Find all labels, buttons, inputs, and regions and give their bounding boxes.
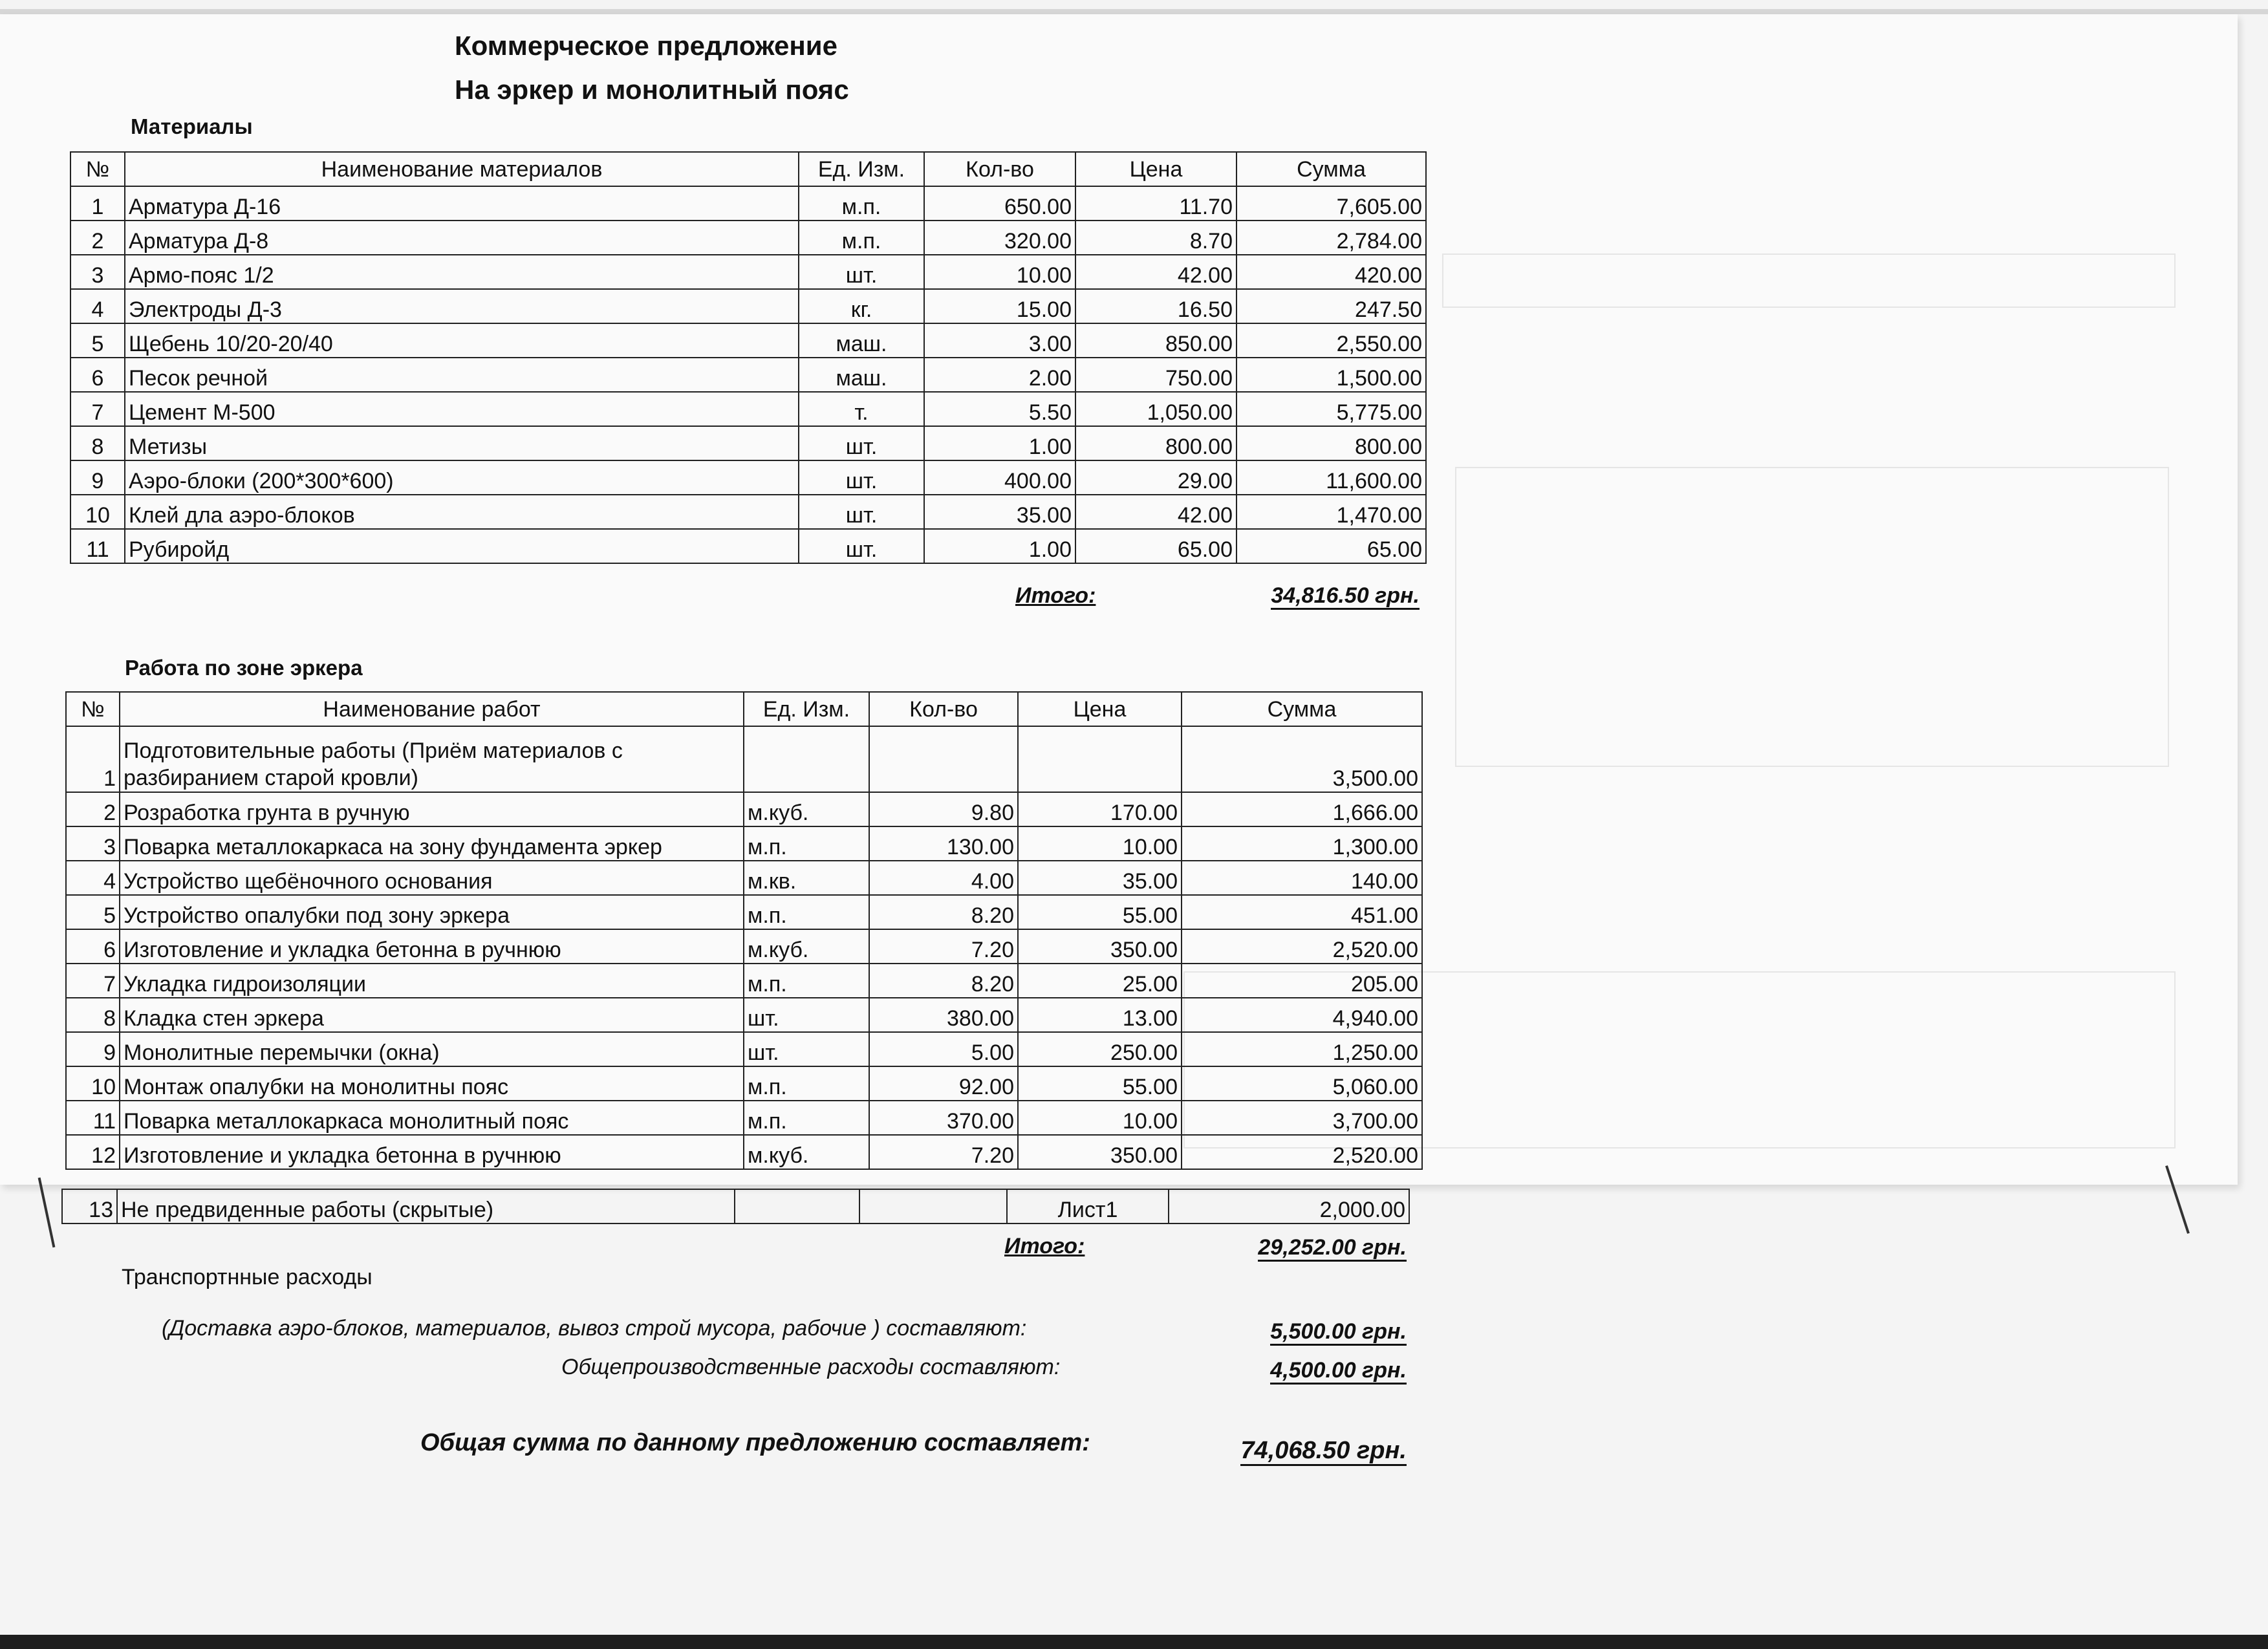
row-number: 4 bbox=[70, 289, 125, 323]
row-number: 11 bbox=[66, 1101, 120, 1135]
item-name: Розработка грунта в ручную bbox=[120, 792, 744, 826]
table-row bbox=[66, 792, 1422, 826]
price-cell: 850.00 bbox=[1075, 323, 1237, 358]
works-table bbox=[65, 691, 1423, 1170]
quantity-cell: 10.00 bbox=[924, 255, 1075, 289]
quantity-cell: 1.00 bbox=[924, 426, 1075, 460]
quantity-cell: 1.00 bbox=[924, 529, 1075, 563]
amount-cell: 2,520.00 bbox=[1182, 929, 1422, 964]
scanner-edge bbox=[0, 1635, 2268, 1649]
works-extra-table bbox=[61, 1189, 1410, 1224]
table-row bbox=[66, 826, 1422, 861]
table-row bbox=[66, 1032, 1422, 1066]
unit-cell: шт. bbox=[799, 255, 924, 289]
item-name: Изготовление и укладка бетонна в ручнюю bbox=[120, 929, 744, 964]
table-header-row bbox=[66, 692, 1422, 726]
quantity-cell: 370.00 bbox=[869, 1101, 1018, 1135]
unit-cell bbox=[735, 1189, 859, 1223]
table-row bbox=[70, 221, 1426, 255]
row-number: 6 bbox=[66, 929, 120, 964]
row-number: 3 bbox=[66, 826, 120, 861]
column-header: Кол-во bbox=[924, 152, 1075, 186]
table-row bbox=[70, 323, 1426, 358]
quantity-cell: 5.00 bbox=[869, 1032, 1018, 1066]
unit-cell: м.куб. bbox=[744, 792, 869, 826]
column-header: Кол-во bbox=[869, 692, 1018, 726]
table-row bbox=[70, 358, 1426, 392]
unit-cell: шт. bbox=[744, 998, 869, 1032]
work-name: Не предвиденные работы (скрытые) bbox=[117, 1189, 735, 1223]
column-header: № bbox=[66, 692, 120, 726]
quantity-cell: 9.80 bbox=[869, 792, 1018, 826]
unit-cell: шт. bbox=[799, 529, 924, 563]
row-number: 1 bbox=[70, 186, 125, 221]
table-row bbox=[66, 1101, 1422, 1135]
materials-table bbox=[70, 151, 1427, 564]
quantity-cell: 5.50 bbox=[924, 392, 1075, 426]
amount-cell: 3,700.00 bbox=[1182, 1101, 1422, 1135]
price-cell: 16.50 bbox=[1075, 289, 1237, 323]
amount-cell: 1,470.00 bbox=[1237, 495, 1426, 529]
quantity-cell: 400.00 bbox=[924, 460, 1075, 495]
item-name: Монтаж опалубки на монолитны пояс bbox=[120, 1066, 744, 1101]
price-cell: 11.70 bbox=[1075, 186, 1237, 221]
unit-cell: маш. bbox=[799, 323, 924, 358]
row-number: 3 bbox=[70, 255, 125, 289]
row-number: 9 bbox=[70, 460, 125, 495]
item-name: Монолитные перемычки (окна) bbox=[120, 1032, 744, 1066]
item-name: Подготовительные работы (Приём материалов с разбиранием старой кровли) bbox=[120, 726, 744, 792]
grand-total-value: 74,068.50 грн. bbox=[1177, 1437, 1407, 1465]
price-cell: 55.00 bbox=[1018, 895, 1182, 929]
price-cell: 13.00 bbox=[1018, 998, 1182, 1032]
unit-cell: шт. bbox=[799, 460, 924, 495]
price-cell: 350.00 bbox=[1018, 1135, 1182, 1169]
amount-cell: 420.00 bbox=[1237, 255, 1426, 289]
table-row bbox=[70, 186, 1426, 221]
unit-cell: маш. bbox=[799, 358, 924, 392]
unit-cell: кг. bbox=[799, 289, 924, 323]
staple-mark bbox=[38, 1178, 56, 1247]
table-row bbox=[70, 392, 1426, 426]
amount-cell: 5,060.00 bbox=[1182, 1066, 1422, 1101]
table-row bbox=[70, 255, 1426, 289]
item-name: Клей дла аэро-блоков bbox=[125, 495, 799, 529]
table-row bbox=[70, 460, 1426, 495]
amount-cell: 3,500.00 bbox=[1182, 726, 1422, 792]
document-subtitle: На эркер и монолитный пояс bbox=[455, 74, 849, 105]
show-through-box bbox=[1455, 467, 2169, 767]
quantity-cell: 320.00 bbox=[924, 221, 1075, 255]
unit-cell: т. bbox=[799, 392, 924, 426]
quantity-cell: 650.00 bbox=[924, 186, 1075, 221]
amount-cell: 7,605.00 bbox=[1237, 186, 1426, 221]
unit-cell: м.кв. bbox=[744, 861, 869, 895]
column-header: Цена bbox=[1018, 692, 1182, 726]
price-cell: 55.00 bbox=[1018, 1066, 1182, 1101]
column-header: № bbox=[70, 152, 125, 186]
grand-total-label: Общая сумма по данному предложению составляет: bbox=[420, 1429, 1090, 1456]
materials-total-label: Итого: bbox=[1015, 583, 1096, 608]
materials-section-label: Материалы bbox=[131, 114, 253, 138]
table-row bbox=[66, 929, 1422, 964]
price-cell: 350.00 bbox=[1018, 929, 1182, 964]
price-cell: 42.00 bbox=[1075, 255, 1237, 289]
price-cell: 10.00 bbox=[1018, 826, 1182, 861]
amount-cell: 140.00 bbox=[1182, 861, 1422, 895]
item-name: Метизы bbox=[125, 426, 799, 460]
amount-cell: 1,500.00 bbox=[1237, 358, 1426, 392]
amount-cell: 1,250.00 bbox=[1182, 1032, 1422, 1066]
unit-cell: м.п. bbox=[744, 1066, 869, 1101]
item-name: Арматура Д-16 bbox=[125, 186, 799, 221]
show-through-box bbox=[1442, 253, 2176, 308]
amount-cell: 4,940.00 bbox=[1182, 998, 1422, 1032]
unit-cell: м.п. bbox=[799, 221, 924, 255]
quantity-cell: 3.00 bbox=[924, 323, 1075, 358]
row-number: 8 bbox=[66, 998, 120, 1032]
materials-total-value: 34,816.50 грн. bbox=[1203, 583, 1420, 609]
column-header: Ед. Изм. bbox=[799, 152, 924, 186]
quantity-cell: 8.20 bbox=[869, 895, 1018, 929]
table-row bbox=[62, 1189, 1409, 1223]
quantity-cell: 15.00 bbox=[924, 289, 1075, 323]
price-cell: 1,050.00 bbox=[1075, 392, 1237, 426]
row-number: 11 bbox=[70, 529, 125, 563]
item-name: Электроды Д-3 bbox=[125, 289, 799, 323]
amount-cell: 11,600.00 bbox=[1237, 460, 1426, 495]
overhead-description: Общепроизводственные расходы составляют: bbox=[561, 1355, 1061, 1379]
column-header: Ед. Изм. bbox=[744, 692, 869, 726]
row-number: 13 bbox=[62, 1189, 117, 1223]
item-name: Поварка металлокаркаса монолитный пояс bbox=[120, 1101, 744, 1135]
works-total-label: Итого: bbox=[1004, 1234, 1085, 1258]
document-sheet bbox=[0, 14, 2238, 1185]
amount-cell: 2,520.00 bbox=[1182, 1135, 1422, 1169]
row-number: 6 bbox=[70, 358, 125, 392]
quantity-cell: 8.20 bbox=[869, 964, 1018, 998]
table-row bbox=[70, 495, 1426, 529]
quantity-cell: 7.20 bbox=[869, 1135, 1018, 1169]
item-name: Цемент М-500 bbox=[125, 392, 799, 426]
unit-cell: шт. bbox=[744, 1032, 869, 1066]
table-row bbox=[66, 1135, 1422, 1169]
price-cell: 8.70 bbox=[1075, 221, 1237, 255]
price-cell: 170.00 bbox=[1018, 792, 1182, 826]
quantity-cell bbox=[859, 1189, 1007, 1223]
item-name: Поварка металлокаркаса на зону фундамента эркер bbox=[120, 826, 744, 861]
item-name: Устройство щебёночного основания bbox=[120, 861, 744, 895]
price-cell: 800.00 bbox=[1075, 426, 1237, 460]
quantity-cell: 92.00 bbox=[869, 1066, 1018, 1101]
quantity-cell: 7.20 bbox=[869, 929, 1018, 964]
unit-cell: м.п. bbox=[744, 826, 869, 861]
quantity-cell: 2.00 bbox=[924, 358, 1075, 392]
scan-edge-top bbox=[0, 9, 2268, 14]
row-number: 2 bbox=[70, 221, 125, 255]
row-number: 1 bbox=[66, 726, 120, 792]
table-row bbox=[70, 529, 1426, 563]
row-number: 5 bbox=[70, 323, 125, 358]
item-name: Укладка гидроизоляции bbox=[120, 964, 744, 998]
item-name: Кладка стен эркера bbox=[120, 998, 744, 1032]
row-number: 5 bbox=[66, 895, 120, 929]
row-number: 10 bbox=[70, 495, 125, 529]
price-cell: 10.00 bbox=[1018, 1101, 1182, 1135]
item-name: Песок речной bbox=[125, 358, 799, 392]
row-number: 9 bbox=[66, 1032, 120, 1066]
price-cell: 750.00 bbox=[1075, 358, 1237, 392]
column-header: Сумма bbox=[1237, 152, 1426, 186]
amount-cell: 5,775.00 bbox=[1237, 392, 1426, 426]
table-row bbox=[70, 426, 1426, 460]
unit-cell: м.куб. bbox=[744, 1135, 869, 1169]
unit-cell: м.п. bbox=[744, 964, 869, 998]
amount-cell: 1,300.00 bbox=[1182, 826, 1422, 861]
transport-value: 5,500.00 грн. bbox=[1190, 1319, 1407, 1344]
table-row bbox=[70, 289, 1426, 323]
table-row bbox=[66, 998, 1422, 1032]
amount-cell: 451.00 bbox=[1182, 895, 1422, 929]
column-header: Цена bbox=[1075, 152, 1237, 186]
transport-label: Транспортнные расходы bbox=[122, 1265, 373, 1289]
row-number: 2 bbox=[66, 792, 120, 826]
price-cell: 65.00 bbox=[1075, 529, 1237, 563]
row-number: 7 bbox=[66, 964, 120, 998]
table-header-row bbox=[70, 152, 1426, 186]
document-title: Коммерческое предложение bbox=[455, 30, 837, 61]
amount-cell: 2,000.00 bbox=[1169, 1189, 1409, 1223]
item-name: Щебень 10/20-20/40 bbox=[125, 323, 799, 358]
quantity-cell: 4.00 bbox=[869, 861, 1018, 895]
column-header: Наименование материалов bbox=[125, 152, 799, 186]
unit-cell: м.куб. bbox=[744, 929, 869, 964]
item-name: Арматура Д-8 bbox=[125, 221, 799, 255]
transport-description: (Доставка аэро-блоков, материалов, вывоз строй мусора, рабочие ) составляют: bbox=[162, 1316, 1027, 1341]
price-cell: 35.00 bbox=[1018, 861, 1182, 895]
works-section-label: Работа по зоне эркера bbox=[125, 656, 363, 680]
quantity-cell bbox=[869, 726, 1018, 792]
unit-cell: м.п. bbox=[799, 186, 924, 221]
unit-cell: шт. bbox=[799, 495, 924, 529]
works-total-value: 29,252.00 грн. bbox=[1190, 1235, 1407, 1260]
quantity-cell: 380.00 bbox=[869, 998, 1018, 1032]
table-row bbox=[66, 1066, 1422, 1101]
item-name: Изготовление и укладка бетонна в ручнюю bbox=[120, 1135, 744, 1169]
amount-cell: 65.00 bbox=[1237, 529, 1426, 563]
item-name: Устройство опалубки под зону эркера bbox=[120, 895, 744, 929]
overhead-value: 4,500.00 грн. bbox=[1190, 1358, 1407, 1383]
quantity-cell: 35.00 bbox=[924, 495, 1075, 529]
row-number: 10 bbox=[66, 1066, 120, 1101]
price-cell bbox=[1018, 726, 1182, 792]
item-name: Аэро-блоки (200*300*600) bbox=[125, 460, 799, 495]
amount-cell: 2,784.00 bbox=[1237, 221, 1426, 255]
unit-cell: м.п. bbox=[744, 1101, 869, 1135]
price-cell: 42.00 bbox=[1075, 495, 1237, 529]
table-row bbox=[66, 964, 1422, 998]
row-number: 4 bbox=[66, 861, 120, 895]
amount-cell: 800.00 bbox=[1237, 426, 1426, 460]
table-row bbox=[66, 895, 1422, 929]
price-cell: 29.00 bbox=[1075, 460, 1237, 495]
amount-cell: 2,550.00 bbox=[1237, 323, 1426, 358]
item-name: Рубиройд bbox=[125, 529, 799, 563]
table-row bbox=[66, 726, 1422, 792]
amount-cell: 247.50 bbox=[1237, 289, 1426, 323]
amount-cell: 205.00 bbox=[1182, 964, 1422, 998]
row-number: 12 bbox=[66, 1135, 120, 1169]
unit-cell: м.п. bbox=[744, 895, 869, 929]
sheet-tab-label: Лист1 bbox=[1007, 1189, 1169, 1223]
price-cell: 250.00 bbox=[1018, 1032, 1182, 1066]
quantity-cell: 130.00 bbox=[869, 826, 1018, 861]
column-header: Наименование работ bbox=[120, 692, 744, 726]
row-number: 7 bbox=[70, 392, 125, 426]
unit-cell: шт. bbox=[799, 426, 924, 460]
unit-cell bbox=[744, 726, 869, 792]
item-name: Армо-пояс 1/2 bbox=[125, 255, 799, 289]
row-number: 8 bbox=[70, 426, 125, 460]
column-header: Сумма bbox=[1182, 692, 1422, 726]
price-cell: 25.00 bbox=[1018, 964, 1182, 998]
table-row bbox=[66, 861, 1422, 895]
amount-cell: 1,666.00 bbox=[1182, 792, 1422, 826]
